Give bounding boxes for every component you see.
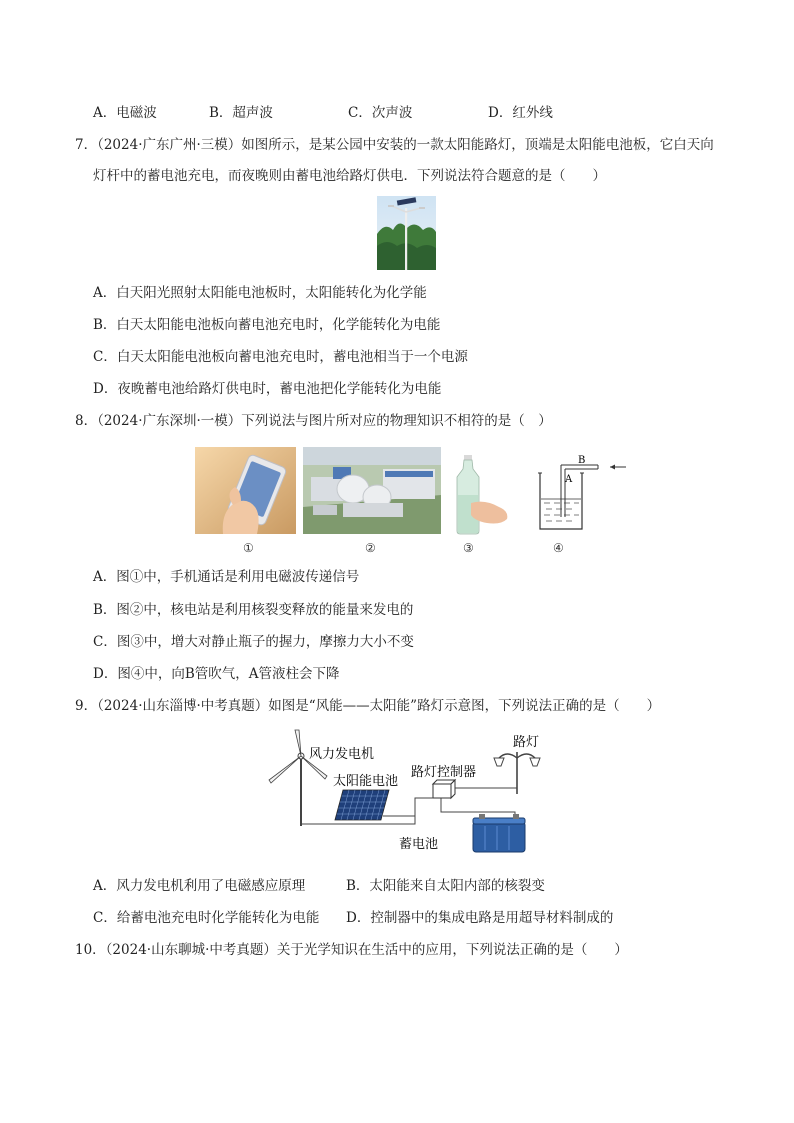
q6-option-d: D．红外线 [488, 105, 553, 121]
q8-stem: 8．（2024·广东深圳·一模）下列说法与图片所对应的物理知识不相符的是（ ） [75, 413, 552, 429]
battery-label: 蓄电池 [399, 837, 439, 852]
q6-option-c: C．次声波 [348, 105, 413, 121]
fig-caption-3: ③ [463, 541, 474, 555]
q7-option-a: A．白天阳光照射太阳能电池板时，太阳能转化为化学能 [93, 285, 427, 301]
q9-option-a: A．风力发电机利用了电磁感应原理 [93, 878, 306, 894]
q9-stem: 9．（2024·山东淄博·中考真题）如图是“风能——太阳能”路灯示意图，下列说法正确的是（ ） [75, 698, 661, 714]
q9-option-c: C．给蓄电池充电时化学能转化为电能 [93, 910, 320, 926]
fig-caption-1: ① [243, 541, 254, 555]
beaker-diagram [528, 455, 633, 535]
q8-option-b: B．图②中，核电站是利用核裂变释放的能量来发电的 [93, 602, 414, 618]
q9-option-b: B．太阳能来自太阳内部的核裂变 [346, 878, 545, 894]
controller-label: 路灯控制器 [411, 765, 477, 780]
q8-option-a: A．图①中，手机通话是利用电磁波传递信号 [93, 569, 360, 585]
fig-caption-4: ④ [553, 541, 564, 555]
q8-option-d: D．图④中，向B管吹气，A管液柱会下降 [93, 666, 340, 682]
nuclear-plant-photo [303, 447, 441, 534]
bottle-photo [455, 455, 515, 535]
fig-caption-2: ② [365, 541, 376, 555]
wind-generator-label: 风力发电机 [309, 747, 375, 762]
q7-option-b: B．白天太阳能电池板向蓄电池充电时，化学能转化为电能 [93, 317, 441, 333]
lamp-label: 路灯 [513, 735, 540, 750]
solar-cell-label: 太阳能电池 [333, 774, 399, 789]
q10-stem: 10．（2024·山东聊城·中考真题）关于光学知识在生活中的应用，下列说法正确的是（ ） [75, 942, 628, 958]
q7-option-c: C．白天太阳能电池板向蓄电池充电时，蓄电池相当于一个电源 [93, 349, 468, 365]
q7-stem-line2: 灯杆中的蓄电池充电，而夜晚则由蓄电池给路灯供电．下列说法符合题意的是（ ） [93, 168, 606, 184]
q6-option-b: B．超声波 [209, 105, 273, 121]
q7-stem-line1: 7．（2024·广东广州·三模）如图所示，是某公园中安装的一款太阳能路灯，顶端是太阳能电池板，它白天向 [75, 137, 714, 153]
wind-solar-diagram [265, 728, 555, 863]
q6-option-a: A．电磁波 [93, 105, 157, 121]
q7-option-d: D．夜晚蓄电池给路灯供电时，蓄电池把化学能转化为电能 [93, 381, 442, 397]
tube-a-label: A [565, 474, 573, 485]
tube-b-label: B [578, 455, 586, 466]
q8-option-c: C．图③中，增大对静止瓶子的握力，摩擦力大小不变 [93, 634, 414, 650]
phone-photo [195, 447, 296, 534]
street-lamp-photo [377, 196, 436, 270]
q9-option-d: D．控制器中的集成电路是用超导材料制成的 [346, 910, 614, 926]
